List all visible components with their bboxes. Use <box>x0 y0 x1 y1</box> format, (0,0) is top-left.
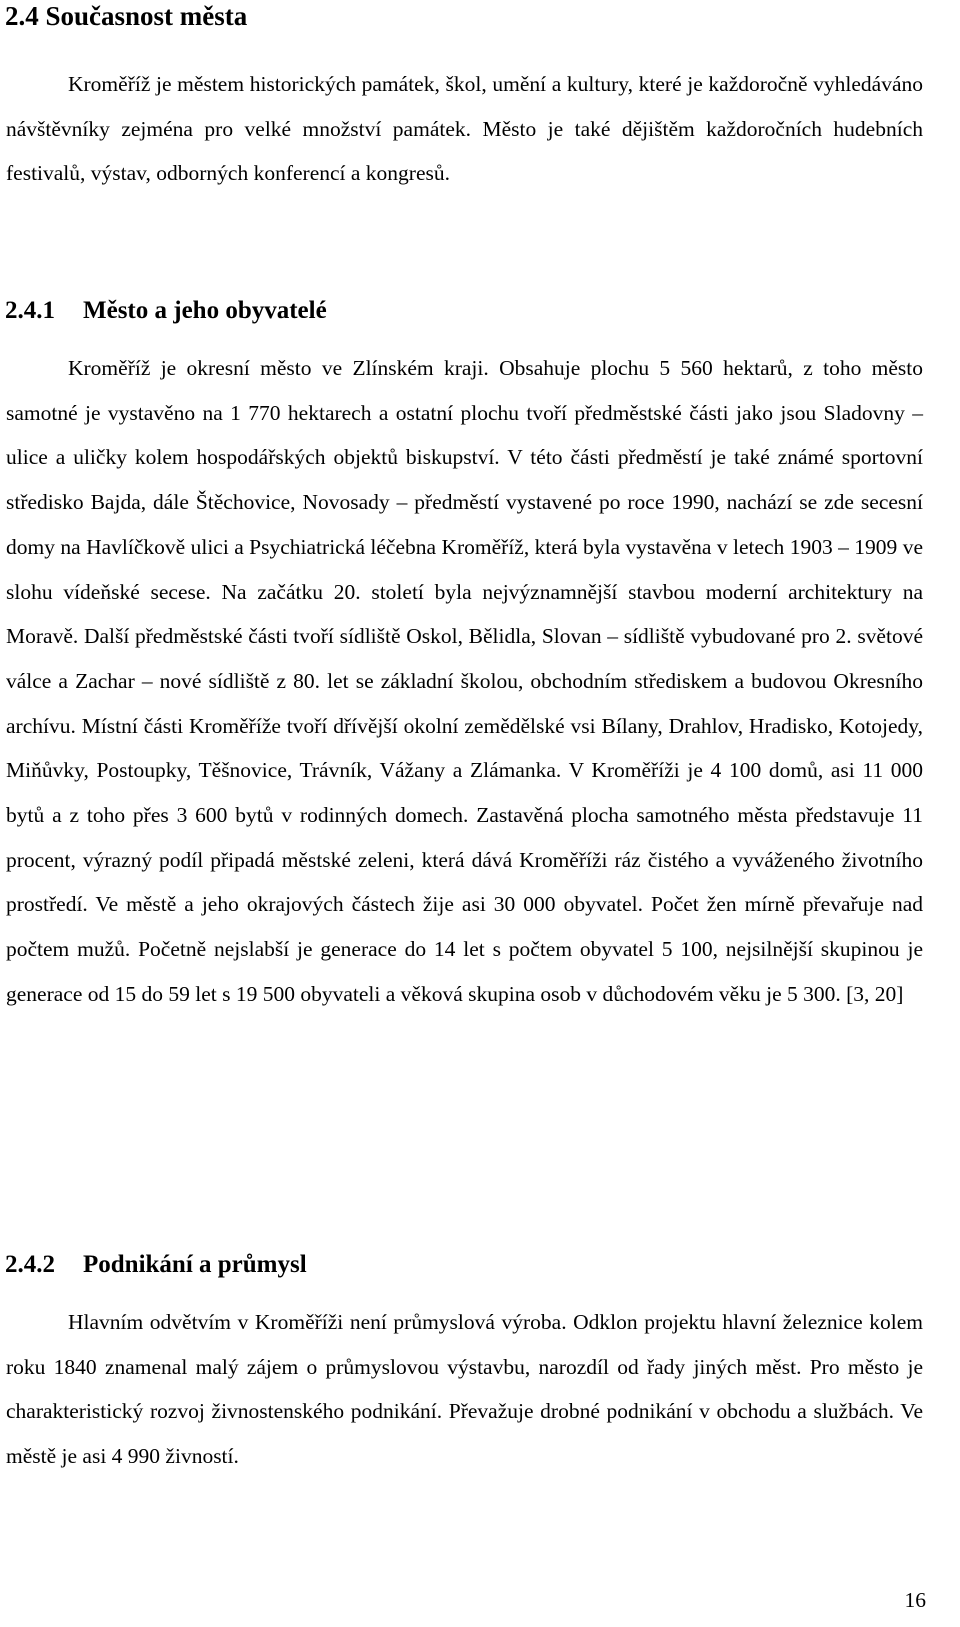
subsection-paragraph-1: Kroměříž je okresní město ve Zlínském kraji. Obsahuje plochu 5 560 hektarů, z toho město samotné je vystavěno na 1 770 hektarech a ostatní plochu tvoří předměstské části jako jsou Sladovny – ulice a uličky kolem hospodářských objektů biskupství. V této části předměstí je také známé sportovní středisko Bajda, dále Štěchovice, Novosady – předměstí vystavené po roce 1990, nachází se zde secesní domy na Havlíčkově ulici a Psychiatrická léčebna Kroměříž, která byla vystavěna v letech 1903 – 1909 ve slohu vídeňské secese. Na začátku 20. století byla nejvýznamnější stavbou moderní architektury na Moravě. Další předměstské části tvoří sídliště Oskol, Bělidla, Slovan – sídliště vybudované pro 2. světové válce a Zachar – nové sídliště z 80. let se základní školou, obchodním střediskem a budovou Okresního archívu. Místní části Kroměříže tvoří dřívější okolní zemědělské vsi Bílany, Drahlov, Hradisko, Kotojedy, Miňůvky, Postoupky, Těšnovice, Trávník, Vážany a Zlámanka. V Kroměříži je 4 100 domů, asi 11 000 bytů a z toho přes 3 600 bytů v rodinných domech. Zastavěná plocha samotného města představuje 11 procent, výrazný podíl připadá městské zeleni, která dává Kroměříži ráz čistého a vyváženého životního prostředí. Ve městě a jeho okrajových částech žije asi 30 000 obyvatel. Počet žen mírně převařuje nad počtem mužů. Početně nejslabší je generace do 14 let s počtem obyvatel 5 100, nejsilnější skupinou je generace od 15 do 59 let s 19 500 obyvateli a věková skupina osob v důchodovém věku je 5 300. [3, 20] <box>6 356 923 1006</box>
subsection-title: Město a jeho obyvatelé <box>83 297 327 324</box>
subsection-number: 2.4.1 <box>5 297 55 324</box>
subsection-title: Podnikání a průmysl <box>83 1251 307 1278</box>
intro-paragraph: Kroměříž je městem historických památek, škol, umění a kultury, které je každoročně vyhledáváno návštěvníky zejména pro velké množství památek. Město je také dějištěm každoročních hudebních festivalů, výstav, odborných konferencí a kongresů. <box>6 72 923 186</box>
page-number: 16 <box>904 1588 926 1612</box>
subsection-heading-2 <box>5 1250 307 1280</box>
subsection-number: 2.4.2 <box>5 1251 55 1278</box>
subsection-heading-1 <box>5 296 327 326</box>
subsection-paragraph-2: Hlavním odvětvím v Kroměříži není průmyslová výroba. Odklon projektu hlavní železnice kolem roku 1840 znamenal malý zájem o průmyslovou výstavbu, narozdíl od řady jiných měst. Pro město je charakteristický rozvoj živnostenského podnikání. Převažuje drobné podnikání v obchodu a službách. Ve městě je asi 4 990 živností. <box>6 1310 923 1469</box>
section-heading: 2.4 Současnost města <box>5 1 248 31</box>
